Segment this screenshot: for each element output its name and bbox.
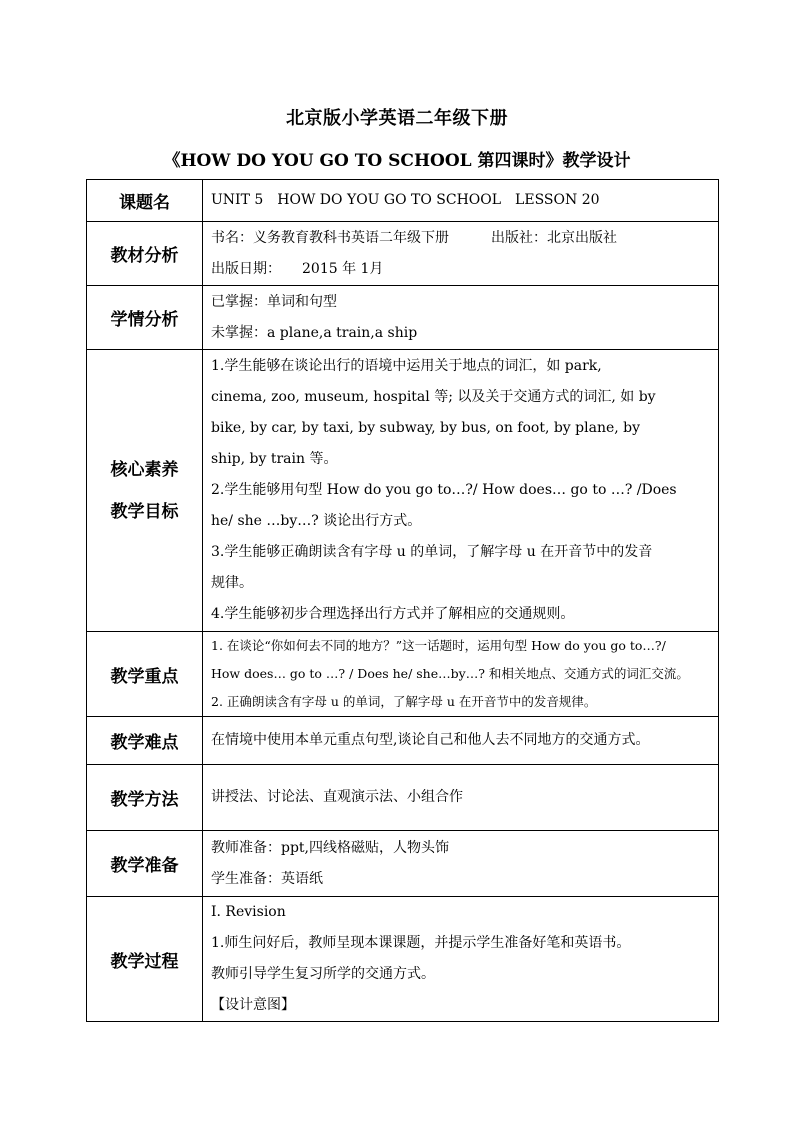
content-line: he/ she …by…? 谈论出行方式。 [211,513,422,529]
content-line: 2. 正确朗读含有字母 u 的单词，了解字母 u 在开音节中的发音规律。 [211,694,597,709]
content-line: 1. 在谈论“你如何去不同的地方？”这一话题时，运用句型 How do you go to…?/ [211,638,666,653]
content-line: 教师引导学生复习所学的交通方式。 [211,966,435,982]
content-line: 已掌握：单词和句型 [211,293,337,310]
content-line: I. Revision [211,904,286,920]
row-label-learner-analysis: 学情分析 [87,286,203,350]
table-row [87,286,719,350]
content-line: 教师准备：ppt,四线格磁贴，人物头饰 [211,839,449,856]
content-line: 在情境中使用本单元重点句型,谈论自己和他人去不同地方的交通方式。 [211,732,650,748]
table-row [87,632,719,717]
content-line: 书名：义务教育教科书英语二年级下册 出版社：北京出版社 [211,229,617,246]
row-content-topic [203,180,719,222]
row-label-methods: 教学方法 [87,765,203,831]
table-row [87,831,719,897]
content-line: 出版日期： 2015 年 1月 [211,260,384,277]
content-line: 4.学生能够初步合理选择出行方式并了解相应的交通规则。 [211,606,575,622]
document-subtitle: 《HOW DO YOU GO TO SCHOOL 第四课时》教学设计 [163,151,631,171]
content-line: bike, by car, by taxi, by subway, by bus, on foot, by plane, by [211,420,641,436]
label-line: 教学目标 [110,501,179,522]
document-title: 北京版小学英语二年级下册 [286,108,508,129]
row-label-objectives [87,350,203,632]
content-line: 1.师生问好后，教师呈现本课课题，并提示学生准备好笔和英语书。 [211,935,631,951]
table-row [87,222,719,286]
table-row [87,897,719,1022]
row-content-learner-analysis [203,286,719,350]
lesson-plan-table [86,179,719,1022]
content-line: 学生准备：英语纸 [211,870,323,887]
row-label-topic: 课题名 [87,180,203,222]
content-line: 讲授法、讨论法、直观演示法、小组合作 [211,789,463,805]
row-content-difficulties [203,717,719,765]
row-content-methods [203,765,719,831]
content-line: 【设计意图】 [211,997,295,1013]
row-content-preparation [203,831,719,897]
content-line: 2.学生能够用句型 How do you go to…?/ How does… go to …? /Does [211,482,677,498]
content-line: How does… go to …? / Does he/ she…by…? 和相关地点、交通方式的词汇交流。 [211,666,689,681]
table-row [87,180,719,222]
content-line: cinema, zoo, museum, hospital 等; 以及关于交通方式的词汇, 如 by [211,389,656,405]
content-line: 未掌握：a plane,a train,a ship [211,324,418,341]
row-label-difficulties: 教学难点 [87,717,203,765]
content-line: UNIT 5 HOW DO YOU GO TO SCHOOL LESSON 20 [211,192,600,208]
table-row [87,350,719,632]
row-content-process [203,897,719,1022]
table-row [87,717,719,765]
row-label-material-analysis: 教材分析 [87,222,203,286]
row-content-objectives [203,350,719,632]
content-line: ship, by train 等。 [211,451,338,467]
row-content-key-points [203,632,719,717]
row-label-key-points: 教学重点 [87,632,203,717]
content-line: 规律。 [211,575,253,591]
row-content-material-analysis [203,222,719,286]
table-row [87,765,719,831]
label-line: 核心素养 [110,459,179,480]
row-label-preparation: 教学准备 [87,831,203,897]
content-line: 3.学生能够正确朗读含有字母 u 的单词，了解字母 u 在开音节中的发音 [211,544,653,560]
row-label-process: 教学过程 [87,897,203,1022]
content-line: 1.学生能够在谈论出行的语境中运用关于地点的词汇，如 park, [211,358,602,374]
